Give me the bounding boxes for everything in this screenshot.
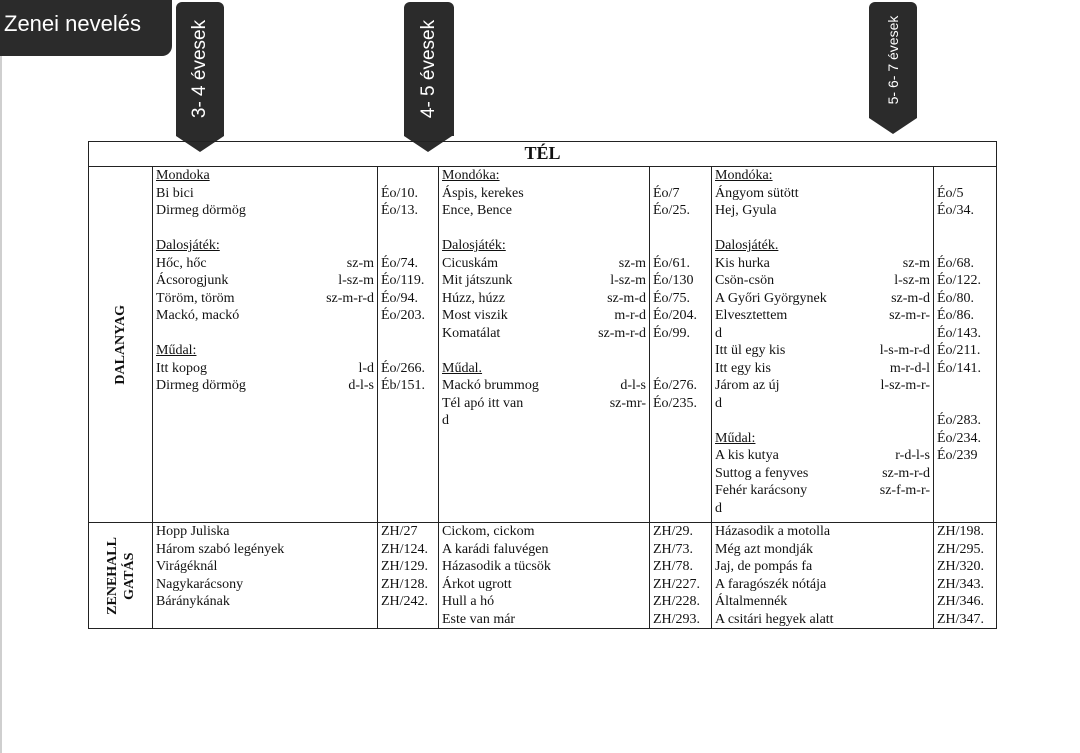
song-reference: Éo/204.: [653, 308, 697, 323]
song-title: d: [715, 325, 722, 341]
song-reference: Éo/99.: [653, 325, 690, 341]
listening-title: Árkot ugrott: [442, 576, 512, 592]
song-reference: Éo/122.: [937, 273, 981, 288]
song-line: [442, 377, 646, 395]
song-notes: l-sz-m: [894, 273, 930, 288]
song-title: Járom az új: [715, 378, 780, 393]
age2-listening-titles: [439, 523, 650, 629]
song-line: [156, 290, 374, 308]
song-notes: sz-m: [346, 255, 374, 271]
spacer: [381, 325, 435, 343]
spacer: [715, 220, 930, 238]
song-line: [715, 272, 930, 290]
song-title: Dirmeg dörmög: [156, 203, 246, 218]
song-title: Dirmeg dörmög: [156, 378, 246, 393]
song-title: Ácsorogjunk: [156, 273, 229, 288]
song-line: [442, 395, 646, 413]
song-line: [715, 325, 930, 343]
song-title: Mackó brummog: [442, 378, 539, 393]
song-reference: Éo/25.: [653, 203, 690, 218]
age-tab-label: 4- 5 évesek: [418, 19, 439, 119]
spacer: [156, 325, 374, 343]
spacer: [937, 167, 993, 185]
block-heading: Mondóka:: [715, 168, 773, 183]
song-title: Fehér karácsony: [715, 483, 808, 498]
song-title: Kis hurka: [715, 255, 770, 271]
section-label-cell: [89, 167, 153, 523]
song-reference: ZH/128.: [381, 576, 429, 592]
block-heading: Dalosjáték:: [156, 238, 220, 253]
song-reference: Éo/86.: [937, 308, 974, 323]
age2-listening-refs: [650, 523, 712, 629]
song-line: [715, 447, 930, 465]
song-line: [715, 500, 930, 518]
song-title: Itt ül egy kis: [715, 343, 786, 358]
song-reference: Éo/266.: [381, 360, 425, 376]
song-line: [715, 290, 930, 308]
song-notes: l-sz-m-r-: [880, 378, 930, 393]
song-reference: Éo/119.: [381, 273, 425, 288]
age1-refs: [378, 167, 439, 523]
age-tab-4-5[interactable]: [404, 2, 454, 136]
song-notes: m-r-d-l: [889, 360, 930, 376]
song-title: A kis kutya: [715, 448, 779, 463]
song-title: Áspis, kerekes: [442, 185, 524, 201]
song-line: [442, 307, 646, 325]
song-reference: Éo/7: [653, 185, 680, 201]
block-heading: Műdal.: [442, 360, 483, 376]
song-reference: ZH/343.: [937, 576, 985, 592]
song-reference: ZH/129.: [381, 559, 429, 574]
page-edge: [0, 0, 2, 753]
song-notes: sz-f-m-r-: [879, 483, 930, 498]
song-title: Bi bici: [156, 185, 194, 201]
song-line: [442, 412, 646, 430]
block-heading: Mondoka: [156, 168, 210, 183]
listening-title: Virágéknál: [156, 559, 218, 574]
section-title: Zenei nevelés: [4, 11, 141, 36]
listening-title: A karádi faluvégen: [442, 541, 549, 557]
song-title: d: [442, 413, 449, 428]
song-line: [715, 202, 930, 220]
song-line: [156, 360, 374, 378]
song-reference: Éo/141.: [937, 360, 981, 376]
song-notes: sz-m: [902, 255, 930, 271]
song-line: [156, 377, 374, 395]
age3-listening-titles: [712, 523, 934, 629]
song-notes: sz-m-d: [891, 290, 930, 306]
song-notes: d-l-s: [620, 378, 646, 393]
song-line: [715, 307, 930, 325]
age3-titles: [712, 167, 934, 523]
song-reference: Éo/239: [937, 448, 978, 463]
song-reference: Éo/34.: [937, 203, 974, 218]
song-reference: ZH/293.: [653, 611, 701, 627]
block-heading: Dalosjáték:: [442, 238, 506, 253]
song-reference: Éo/211.: [937, 343, 981, 358]
song-notes: sz-m: [618, 255, 646, 271]
song-notes: sz-m-r-: [889, 308, 930, 323]
song-notes: l-sz-m: [338, 273, 374, 288]
spacer: [937, 395, 993, 413]
song-title: Mackó, mackó: [156, 308, 240, 323]
block-heading: Műdal:: [156, 343, 197, 358]
song-reference: ZH/320.: [937, 559, 985, 574]
song-line: [715, 395, 930, 413]
spacer: [653, 220, 708, 238]
song-notes: l-sz-m: [610, 273, 646, 288]
song-reference: Éo/94.: [381, 290, 418, 306]
listening-title: Általmennék: [715, 594, 788, 609]
song-reference: Éo/80.: [937, 290, 974, 306]
spacer: [653, 360, 708, 378]
age-tab-label: 3- 4 évesek: [189, 19, 210, 119]
spacer: [653, 237, 708, 255]
song-notes: sz-mr-: [609, 395, 646, 411]
listening-title: Hull a hó: [442, 594, 495, 609]
section-label: ZENEHALL GATÁS: [104, 536, 137, 615]
song-reference: Éo/276.: [653, 378, 697, 393]
song-title: Hej, Gyula: [715, 203, 777, 218]
block-heading: Mondóka:: [442, 168, 500, 183]
spacer: [381, 167, 435, 185]
song-reference: ZH/295.: [937, 541, 985, 557]
song-title: Itt kopog: [156, 360, 207, 376]
song-reference: ZH/242.: [381, 594, 429, 609]
age1-listening-refs: [378, 523, 439, 629]
song-reference: Éo/13.: [381, 203, 418, 218]
listening-title: Jaj, de pompás fa: [715, 559, 813, 574]
song-notes: sz-m-r-d: [882, 465, 930, 481]
listening-title: Este van már: [442, 611, 516, 627]
age-tab-5-7[interactable]: [869, 2, 917, 118]
song-reference: Éb/151.: [381, 378, 425, 393]
listening-title: Még azt mondják: [715, 541, 813, 557]
listening-title: Házasodik a tücsök: [442, 559, 551, 574]
song-title: Töröm, töröm: [156, 290, 235, 306]
song-reference: Éo/75.: [653, 290, 690, 306]
song-title: Suttog a fenyves: [715, 465, 809, 481]
section-label-cell: [89, 523, 153, 629]
song-title: Most viszik: [442, 308, 508, 323]
section-label: DALANYAG: [113, 304, 128, 385]
song-reference: ZH/227.: [653, 576, 701, 592]
song-reference: ZH/29.: [653, 524, 694, 539]
listening-title: A csitári hegyek alatt: [715, 611, 834, 627]
song-reference: ZH/78.: [653, 559, 694, 574]
song-reference: Éo/234.: [937, 430, 981, 446]
song-reference: ZH/347.: [937, 611, 985, 627]
song-line: [715, 342, 930, 360]
song-title: d: [715, 395, 722, 411]
listening-title: Hopp Juliska: [156, 524, 230, 539]
listening-title: Cickom, cickom: [442, 524, 535, 539]
song-line: [715, 377, 930, 395]
song-reference: ZH/346.: [937, 594, 985, 609]
section-row-zenehallgatas: [89, 523, 997, 629]
spacer: [653, 412, 708, 430]
age-tab-3-4[interactable]: [176, 2, 224, 136]
song-line: [715, 255, 930, 273]
song-line: [442, 272, 646, 290]
song-title: Csön-csön: [715, 273, 775, 288]
song-notes: sz-m-r-d: [326, 290, 374, 306]
section-row-dalanyag: [89, 167, 997, 523]
listening-title: Házasodik a motolla: [715, 524, 831, 539]
spacer: [937, 220, 993, 238]
age3-listening-refs: [934, 523, 997, 629]
song-line: [715, 185, 930, 203]
song-reference: Éo/143.: [937, 325, 981, 341]
song-line: [442, 325, 646, 343]
song-title: Itt egy kis: [715, 360, 771, 376]
listening-title: A faragószék nótája: [715, 576, 827, 592]
age2-refs: [650, 167, 712, 523]
song-line: [715, 482, 930, 500]
song-title: Ence, Bence: [442, 203, 512, 218]
section-title-tab[interactable]: [0, 0, 172, 56]
song-notes: l-d: [358, 360, 374, 376]
block-heading: Dalosjáték.: [715, 238, 779, 253]
spacer: [653, 342, 708, 360]
song-reference: Éo/130: [653, 273, 694, 288]
spacer: [442, 342, 646, 360]
age2-titles: [439, 167, 650, 523]
song-line: [715, 360, 930, 378]
listening-title: Báránykának: [156, 594, 230, 609]
song-notes: sz-m-r-d: [598, 325, 646, 341]
song-reference: Éo/235.: [653, 395, 697, 411]
spacer: [937, 237, 993, 255]
song-line: [442, 255, 646, 273]
song-line: [156, 185, 374, 203]
song-reference: Éo/10.: [381, 185, 418, 201]
spacer: [937, 465, 993, 483]
song-line: [715, 465, 930, 483]
song-title: Elvesztettem: [715, 308, 788, 323]
song-title: Hőc, hőc: [156, 255, 207, 271]
song-reference: Éo/203.: [381, 308, 425, 323]
song-line: [442, 290, 646, 308]
song-title: Cicuskám: [442, 255, 498, 271]
spacer: [381, 342, 435, 360]
song-title: Komatálat: [442, 325, 501, 341]
spacer: [937, 500, 993, 518]
listening-title: Nagykarácsony: [156, 576, 244, 592]
song-line: [156, 272, 374, 290]
song-table: [88, 141, 997, 629]
season-header: TÉL: [89, 142, 997, 167]
song-reference: Éo/68.: [937, 255, 974, 271]
song-reference: ZH/27: [381, 524, 418, 539]
spacer: [156, 220, 374, 238]
age3-refs: [934, 167, 997, 523]
listening-title: Három szabó legények: [156, 541, 285, 557]
song-title: A Győri Györgynek: [715, 290, 827, 306]
song-line: [715, 412, 930, 430]
spacer: [937, 377, 993, 395]
song-notes: d-l-s: [348, 378, 374, 393]
song-title: d: [715, 500, 722, 516]
song-line: [156, 307, 374, 325]
block-heading: Műdal:: [715, 430, 756, 446]
song-reference: Éo/283.: [937, 413, 981, 428]
song-line: [442, 185, 646, 203]
age1-titles: [153, 167, 378, 523]
song-reference: ZH/198.: [937, 524, 985, 539]
spacer: [937, 482, 993, 500]
spacer: [442, 220, 646, 238]
song-line: [156, 255, 374, 273]
song-line: [156, 202, 374, 220]
song-notes: sz-m-d: [607, 290, 646, 306]
song-line: [442, 202, 646, 220]
song-reference: ZH/73.: [653, 541, 694, 557]
song-title: Húzz, húzz: [442, 290, 505, 306]
song-notes: l-s-m-r-d: [879, 343, 930, 358]
song-title: Ángyom sütött: [715, 185, 799, 201]
spacer: [381, 237, 435, 255]
spacer: [381, 220, 435, 238]
song-reference: ZH/124.: [381, 541, 429, 557]
song-reference: ZH/228.: [653, 594, 701, 609]
spacer: [653, 167, 708, 185]
age-tab-label: 5- 6- 7 évesek: [885, 15, 901, 105]
song-reference: Éo/74.: [381, 255, 418, 271]
song-title: Mit játszunk: [442, 273, 513, 288]
song-reference: Éo/5: [937, 185, 964, 201]
song-notes: r-d-l-s: [895, 448, 930, 463]
song-reference: Éo/61.: [653, 255, 690, 271]
song-title: Tél apó itt van: [442, 395, 524, 411]
song-notes: m-r-d: [614, 308, 646, 323]
age1-listening-titles: [153, 523, 378, 629]
